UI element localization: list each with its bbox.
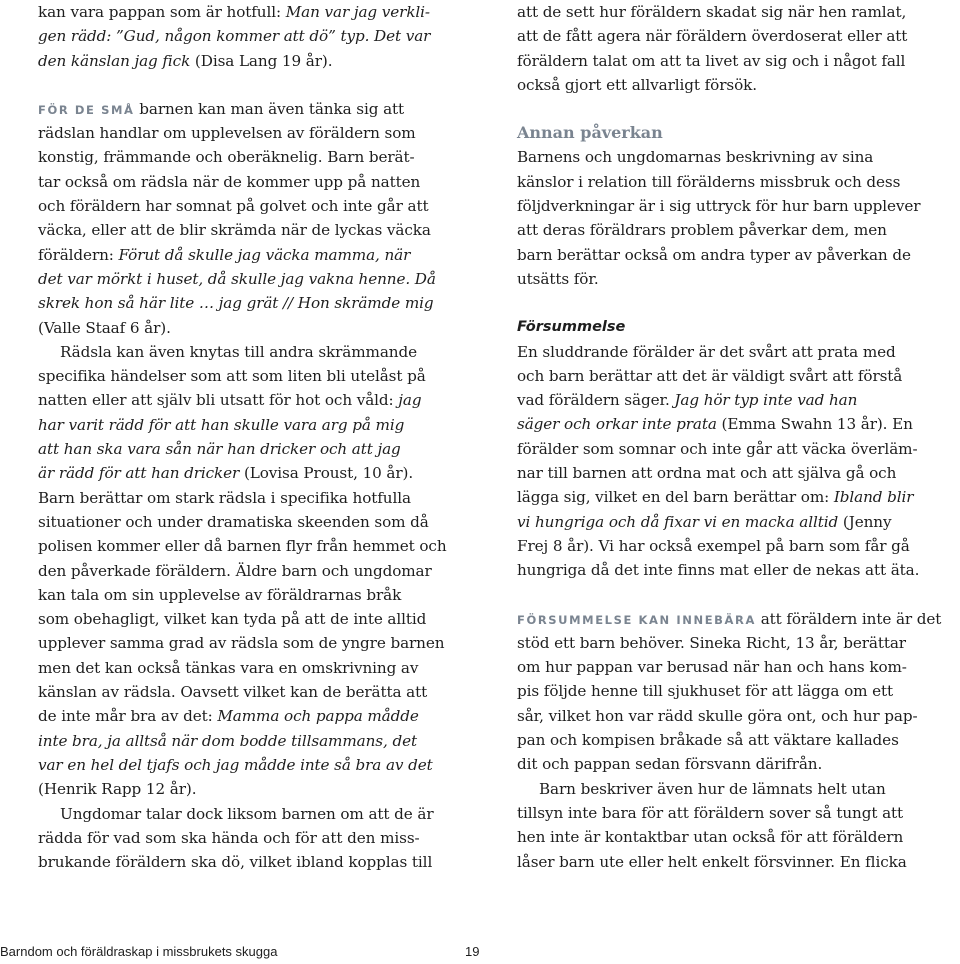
text-line xyxy=(38,316,476,340)
text-segment: den påverkade föräldern. Äldre barn och ungdomar xyxy=(38,561,432,580)
text-line xyxy=(517,49,947,73)
italic-quote: vi hungriga och då fixar vi en macka alltid xyxy=(517,512,839,531)
text-segment: (Henrik Rapp 12 år). xyxy=(38,780,197,799)
text-line xyxy=(517,510,947,534)
text-segment: specifika händelser som att som liten bli utelåst på xyxy=(38,367,426,386)
text-line xyxy=(517,631,947,655)
text-segment: följdverkningar är i sig uttryck för hur barn upplever xyxy=(517,197,921,216)
text-line xyxy=(38,340,476,364)
text-segment: och barn berättar att det är väldigt svårt att förstå xyxy=(517,366,903,385)
text-segment: väcka, eller att de blir skrämda när de lyckas väcka xyxy=(38,221,431,240)
text-segment: (Disa Lang 19 år). xyxy=(190,51,333,70)
page-footer xyxy=(0,944,960,964)
text-segment: känslan av rädsla. Oavsett vilket kan de berätta att xyxy=(38,683,428,702)
text-segment: Frej 8 år). Vi har också exempel på barn som får gå xyxy=(517,536,910,555)
text-segment: kan tala om sin upplevelse av föräldrarnas bråk xyxy=(38,585,402,604)
text-segment: (Valle Staaf 6 år). xyxy=(38,318,171,337)
italic-quote: den känslan jag fick xyxy=(38,51,191,70)
text-line xyxy=(38,777,476,801)
italic-quote: är rädd för att han dricker xyxy=(38,464,240,483)
text-segment: också gjort ett allvarligt försök. xyxy=(517,75,757,94)
text-line xyxy=(517,777,947,801)
text-line xyxy=(38,24,476,48)
text-line xyxy=(38,121,476,145)
text-segment: låser barn ute eller helt enkelt försvinner. En flicka xyxy=(517,852,907,871)
text-line xyxy=(38,486,476,510)
italic-quote: gen rädd: ”Gud, någon kommer att dö” typ. Det var xyxy=(38,27,431,46)
text-segment: att deras föräldrars problem påverkar dem, men xyxy=(517,221,887,240)
text-segment: pan och kompisen bråkade så att väktare kallades xyxy=(517,731,899,750)
italic-quote: inte bra, ja alltså när dom bodde tillsammans, det xyxy=(38,731,417,750)
italic-quote: Förut då skulle jag väcka mamma, när xyxy=(118,245,411,264)
text-line xyxy=(517,752,947,776)
smallcaps-lead-in: FÖR DE SMÅ xyxy=(38,102,135,117)
text-line xyxy=(517,218,947,242)
paragraph-gap xyxy=(517,97,947,121)
text-segment: stöd ett barn behöver. Sineka Richt, 13 år, berättar xyxy=(517,633,906,652)
paragraph-gap xyxy=(517,291,947,315)
italic-quote: var en hel del tjafs och jag mådde inte så bra av det xyxy=(38,755,433,774)
text-line xyxy=(38,534,476,558)
text-segment: vad föräldern säger. xyxy=(517,391,675,410)
text-segment: barn berättar också om andra typer av påverkan de xyxy=(517,245,911,264)
text-line xyxy=(38,145,476,169)
text-line xyxy=(38,826,476,850)
text-segment: utsätts för. xyxy=(517,269,599,288)
text-segment: rädslan handlar om upplevelsen av föräldern som xyxy=(38,124,416,143)
text-line xyxy=(38,243,476,267)
text-segment: hen inte är kontaktbar utan också för att föräldern xyxy=(517,828,904,847)
italic-quote: har varit rädd för att han skulle vara arg på mig xyxy=(38,415,405,434)
text-line xyxy=(517,655,947,679)
section-heading xyxy=(517,121,947,145)
text-segment: Barnens och ungdomarnas beskrivning av sina xyxy=(517,148,874,167)
text-line xyxy=(517,801,947,825)
italic-quote: skrek hon så här lite … jag grät // Hon skrämde mig xyxy=(38,294,434,313)
text-line xyxy=(517,485,947,509)
text-segment: barnen kan man även tänka sig att xyxy=(134,99,405,118)
text-line xyxy=(38,461,476,485)
text-segment: att föräldern inte är det xyxy=(755,609,942,628)
paragraph-gap xyxy=(38,73,476,97)
smallcaps-lead-in: FÖRSUMMELSE KAN INNEBÄRA xyxy=(517,612,756,627)
text-segment: upplever samma grad av rädsla som de yngre barnen xyxy=(38,634,445,653)
text-line xyxy=(38,194,476,218)
left-text-column xyxy=(38,0,476,874)
text-line xyxy=(517,267,947,291)
text-line xyxy=(517,558,947,582)
text-segment: rädda för vad som ska hända och för att den miss- xyxy=(38,828,420,847)
page-number: 19 xyxy=(465,944,480,959)
text-segment: känslor i relation till förälderns missbruk och dess xyxy=(517,172,901,191)
text-line xyxy=(517,0,947,24)
text-line xyxy=(517,243,947,267)
text-line xyxy=(517,704,947,728)
text-segment: Ungdomar talar dock liksom barnen om att de är xyxy=(60,804,434,823)
text-line xyxy=(517,73,947,97)
right-text-column xyxy=(517,0,947,874)
text-line xyxy=(517,412,947,436)
text-line xyxy=(38,850,476,874)
text-segment: tillsyn inte bara för att föräldern sover så tungt att xyxy=(517,803,904,822)
text-segment: Barn beskriver även hur de lämnats helt utan xyxy=(539,779,886,798)
text-line xyxy=(517,850,947,874)
text-line xyxy=(517,194,947,218)
text-segment: att de fått agera när föräldern överdoserat eller att xyxy=(517,27,908,46)
text-segment: som obehagligt, vilket kan tyda på att de inte alltid xyxy=(38,610,427,629)
text-line xyxy=(517,679,947,703)
text-segment: natten eller att själv bli utsatt för hot och våld: xyxy=(38,391,399,410)
text-segment: Barn berättar om stark rädsla i specifika hotfulla xyxy=(38,488,411,507)
text-line xyxy=(38,218,476,242)
text-line xyxy=(517,607,947,631)
text-line xyxy=(38,753,476,777)
italic-quote: Mamma och pappa mådde xyxy=(217,707,419,726)
italic-quote: Jag hör typ inte vad han xyxy=(674,391,858,410)
text-segment: pis följde henne till sjukhuset för att lägga om ett xyxy=(517,682,894,701)
text-segment: förälder som somnar och inte går att väcka överläm- xyxy=(517,439,918,458)
italic-quote: jag xyxy=(398,391,422,410)
text-segment: och föräldern har somnat på golvet och inte går att xyxy=(38,197,429,216)
text-line xyxy=(517,24,947,48)
text-segment: tar också om rädsla när de kommer upp på natten xyxy=(38,172,421,191)
text-segment: nar till barnen att ordna mat och att själva gå och xyxy=(517,464,897,483)
text-line xyxy=(38,267,476,291)
text-segment: Försummelse xyxy=(517,319,626,336)
text-segment: (Jenny xyxy=(838,512,892,531)
text-line xyxy=(38,510,476,534)
italic-quote: att han ska vara sån när han dricker och att jag xyxy=(38,440,401,459)
subsection-heading xyxy=(517,315,947,339)
text-segment: En sluddrande förälder är det svårt att prata med xyxy=(517,342,896,361)
text-line xyxy=(517,437,947,461)
italic-quote: Man var jag verkli- xyxy=(285,3,430,21)
text-segment: att de sett hur föräldern skadat sig när hen ramlat, xyxy=(517,3,907,21)
text-line xyxy=(517,461,947,485)
text-segment: lägga sig, vilket en del barn berättar om: xyxy=(517,488,834,507)
paragraph-gap xyxy=(517,583,947,607)
text-line xyxy=(517,340,947,364)
text-segment: men det kan också tänkas vara en omskrivning av xyxy=(38,658,419,677)
italic-quote: Ibland blir xyxy=(833,488,914,507)
text-line xyxy=(38,631,476,655)
text-line xyxy=(38,0,476,24)
text-line xyxy=(517,170,947,194)
text-segment: föräldern talat om att ta livet av sig och i något fall xyxy=(517,51,906,70)
text-line xyxy=(38,291,476,315)
text-line xyxy=(517,364,947,388)
footer-book-title: Barndom och föräldraskap i missbrukets skugga xyxy=(0,944,278,959)
italic-quote: säger och orkar inte prata xyxy=(517,415,717,434)
text-line xyxy=(38,170,476,194)
text-line xyxy=(38,656,476,680)
text-segment: föräldern: xyxy=(38,245,119,264)
text-line xyxy=(38,680,476,704)
text-line xyxy=(38,97,476,121)
text-line xyxy=(517,825,947,849)
text-line xyxy=(517,728,947,752)
italic-quote: det var mörkt i huset, då skulle jag vakna henne. Då xyxy=(38,269,436,288)
text-line xyxy=(517,145,947,169)
text-segment: konstig, främmande och oberäknelig. Barn berät- xyxy=(38,148,415,167)
text-segment: om hur pappan var berusad när han och hans kom- xyxy=(517,658,907,677)
text-line xyxy=(38,802,476,826)
text-line xyxy=(38,437,476,461)
text-segment: dit och pappan sedan försvann därifrån. xyxy=(517,755,823,774)
text-segment: brukande föräldern ska dö, vilket ibland kopplas till xyxy=(38,853,433,872)
text-line xyxy=(38,583,476,607)
text-line xyxy=(517,534,947,558)
text-segment: de inte mår bra av det: xyxy=(38,707,218,726)
text-line xyxy=(38,388,476,412)
text-segment: Rädsla kan även knytas till andra skrämmande xyxy=(60,342,418,361)
text-line xyxy=(38,364,476,388)
text-segment: (Emma Swahn 13 år). En xyxy=(716,415,913,434)
text-segment: polisen kommer eller då barnen flyr från hemmet och xyxy=(38,537,447,556)
text-line xyxy=(38,729,476,753)
text-line xyxy=(38,49,476,73)
text-line xyxy=(38,704,476,728)
text-segment: sår, vilket hon var rädd skulle göra ont, och hur pap- xyxy=(517,706,918,725)
text-segment: Annan påverkan xyxy=(517,123,663,143)
text-line xyxy=(38,607,476,631)
text-line xyxy=(38,413,476,437)
text-line xyxy=(517,388,947,412)
text-segment: hungriga då det inte finns mat eller de nekas att äta. xyxy=(517,561,920,580)
text-segment: (Lovisa Proust, 10 år). xyxy=(239,464,414,483)
text-segment: situationer och under dramatiska skeenden som då xyxy=(38,512,429,531)
text-line xyxy=(38,559,476,583)
text-segment: kan vara pappan som är hotfull: xyxy=(38,3,286,21)
